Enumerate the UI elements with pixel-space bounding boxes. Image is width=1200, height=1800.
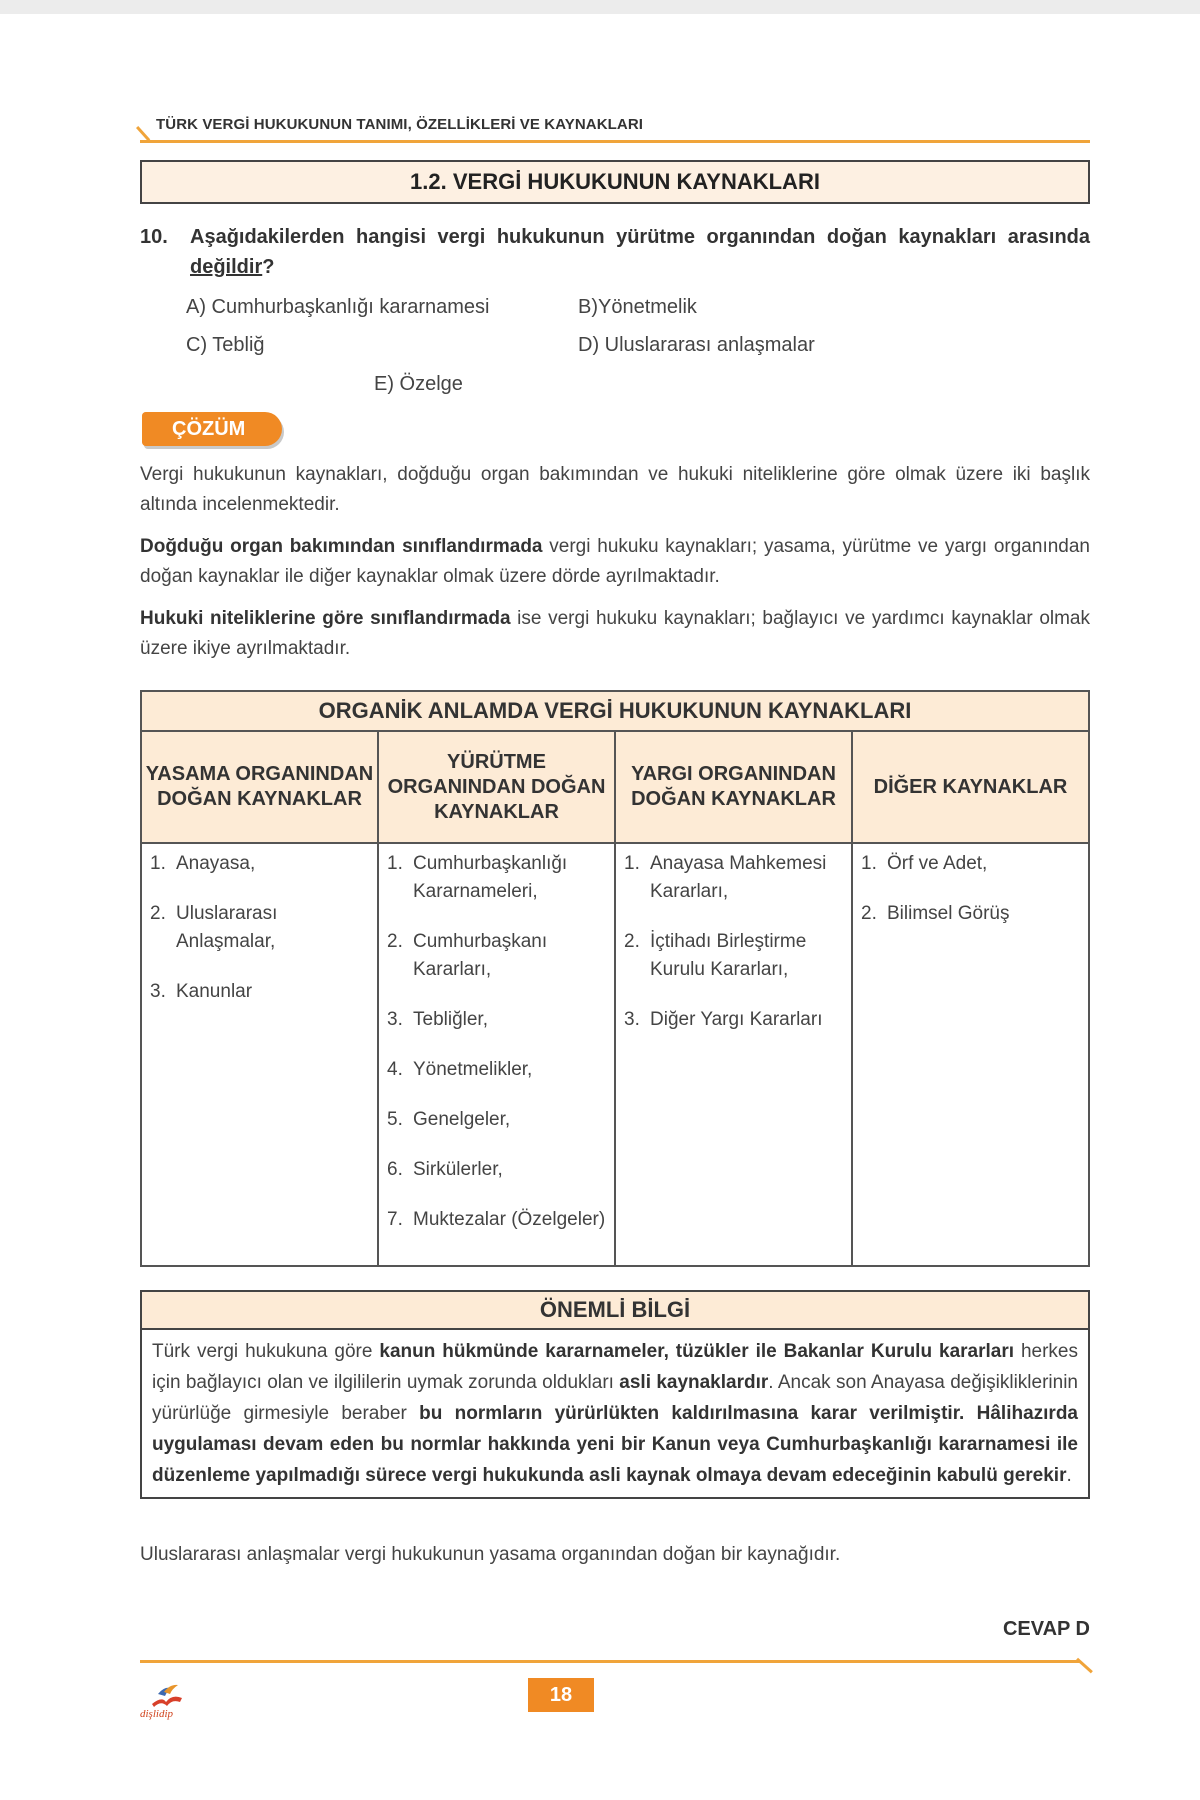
section-title: 1.2. VERGİ HUKUKUNUN KAYNAKLARI xyxy=(140,160,1090,204)
sources-table-grid xyxy=(140,690,1090,1267)
option-d[interactable]: D) Uluslararası anlaşmalar xyxy=(578,334,815,356)
table-list-item xyxy=(624,1006,845,1034)
info-text-3: herkes için bağlayıcı olan ve ilgililerin uymak zorunda oldukları xyxy=(152,1341,1078,1393)
answer-label: CEVAP D xyxy=(1002,1618,1090,1640)
table-list-item xyxy=(387,1206,608,1234)
sources-table xyxy=(140,690,1090,1267)
solution-paragraph-3-bold: Hukuki niteliklerine göre sınıflandırmada xyxy=(140,608,511,629)
table-list-item xyxy=(624,850,845,906)
table-column-executive xyxy=(378,843,615,1266)
table-list-item xyxy=(387,1156,608,1184)
footer-tick xyxy=(1076,1658,1093,1674)
table-list-item xyxy=(387,850,608,906)
table-column-other xyxy=(852,843,1089,1266)
logo-text: dişlidip xyxy=(140,1708,174,1720)
table-list-item xyxy=(150,850,371,878)
solution-paragraph-1: Vergi hukukunun kaynakları, doğduğu organ bakımından ve hukuki niteliklerine göre olmak üzere iki başlık altında incelenmektedir. xyxy=(140,464,1090,515)
table-header-legislative: YASAMA ORGANINDAN DOĞAN KAYNAKLAR xyxy=(141,731,378,843)
table-header-executive: YÜRÜTME ORGANINDAN DOĞAN KAYNAKLAR xyxy=(378,731,615,843)
list-item-text: Cumhurbaşkanı Kararları, xyxy=(413,931,548,980)
list-item-number: 3. xyxy=(387,1009,403,1030)
list-item-text: Diğer Yargı Kararları xyxy=(650,1009,823,1030)
question-number: 10. xyxy=(140,226,168,248)
table-header-judicial: YARGI ORGANINDAN DOĞAN KAYNAKLAR xyxy=(615,731,852,843)
table-list-item xyxy=(624,928,845,984)
option-e[interactable]: E) Özelge xyxy=(374,373,463,395)
table-title: ORGANİK ANLAMDA VERGİ HUKUKUNUN KAYNAKLARI xyxy=(141,691,1089,731)
solution-paragraph-2-bold: Doğduğu organ bakımından sınıflandırmada xyxy=(140,536,543,557)
option-b[interactable]: B)Yönetmelik xyxy=(578,296,697,318)
list-item-number: 2. xyxy=(150,903,166,924)
list-item-number: 2. xyxy=(624,931,640,952)
solution-paragraph-3 xyxy=(140,604,1090,664)
list-item-text: Yönetmelikler, xyxy=(413,1059,533,1080)
option-c[interactable]: C) Tebliğ xyxy=(186,334,265,356)
table-list-item xyxy=(387,1106,608,1134)
list-item-text: Cumhurbaşkanlığı Kararnameleri, xyxy=(413,853,568,902)
question-underlined-word: değildir xyxy=(190,256,263,278)
running-title: TÜRK VERGİ HUKUKUNUN TANIMI, ÖZELLİKLERİ VE KAYNAKLARI xyxy=(156,116,644,133)
list-item-text: Uluslararası Anlaşmalar, xyxy=(176,903,278,952)
list-item-text: Genelgeler, xyxy=(413,1109,511,1130)
list-item-number: 1. xyxy=(861,853,877,874)
top-shade xyxy=(0,0,1200,14)
table-list-item xyxy=(387,1056,608,1084)
info-text-1: Türk vergi hukukuna göre xyxy=(152,1341,380,1362)
info-text-2: kanun hükmünde kararnameler, tüzükler ile Bakanlar Kurulu kararları xyxy=(379,1341,1015,1362)
list-item-number: 4. xyxy=(387,1059,403,1080)
conclusion-text: Uluslararası anlaşmalar vergi hukukunun yasama organından doğan bir kaynağıdır. xyxy=(140,1544,841,1565)
footer-rule xyxy=(140,1660,1080,1663)
important-info-text xyxy=(142,1330,1088,1497)
list-item-text: Örf ve Adet, xyxy=(887,853,988,874)
table-list-item xyxy=(861,850,1082,878)
table-header-other: DİĞER KAYNAKLAR xyxy=(852,731,1089,843)
important-info-title: ÖNEMLİ BİLGİ xyxy=(142,1292,1088,1330)
list-item-number: 6. xyxy=(387,1159,403,1180)
list-item-text: Sirkülerler, xyxy=(413,1159,503,1180)
list-item-text: Bilimsel Görüş xyxy=(887,903,1010,924)
solution-paragraph-2-rest: vergi hukuku kaynakları; yasama, yürütme ve yargı organından doğan kaynaklar ile diğer kaynaklar olmak üzere dörde ayrılmaktadır. xyxy=(140,536,1090,587)
info-text-5: . Ancak son Anayasa değişikliklerinin yürürlüğe girmesiyle beraber xyxy=(152,1372,1078,1424)
solution-paragraph-3-rest: ise vergi hukuku kaynakları; bağlayıcı ve yardımcı kaynaklar olmak üzere ikiye ayrılmaktadır. xyxy=(140,608,1091,659)
question-text-main: Aşağıdakilerden hangisi vergi hukukunun yürütme organından doğan kaynakları arasında xyxy=(190,226,1090,248)
page-number: 18 xyxy=(528,1678,594,1712)
table-column-judicial xyxy=(615,843,852,1266)
list-item-text: Kanunlar xyxy=(176,981,253,1002)
list-item-number: 1. xyxy=(387,853,403,874)
question-text xyxy=(190,222,1090,282)
info-text-4: asli kaynaklardır xyxy=(619,1372,769,1393)
list-item-text: Anayasa Mahkemesi Kararları, xyxy=(650,853,827,902)
solution-paragraph-2 xyxy=(140,532,1090,592)
table-list-item xyxy=(387,928,608,984)
list-item-number: 3. xyxy=(150,981,166,1002)
important-info-box xyxy=(140,1290,1090,1499)
info-text-6: bu normların yürürlükten kaldırılmasına karar verilmiştir. Hâlihazırda uygulaması devam eden bu normlar hakkında yeni bir Kanun veya Cumhurbaşkanlığı kararnamesi ile düzenleme yapılmadığı sürece vergi hukukunda asli kaynak olmaya devam edeceğinin kabulü gerekir xyxy=(152,1403,1078,1486)
option-a[interactable]: A) Cumhurbaşkanlığı kararnamesi xyxy=(186,296,490,318)
list-item-number: 2. xyxy=(387,931,403,952)
header-rule xyxy=(140,140,1090,143)
list-item-number: 2. xyxy=(861,903,877,924)
table-list-item xyxy=(150,900,371,956)
info-text-7: . xyxy=(1066,1465,1072,1486)
list-item-number: 3. xyxy=(624,1009,640,1030)
list-item-text: Anayasa, xyxy=(176,853,256,874)
solution-badge: ÇÖZÜM xyxy=(142,412,282,446)
list-item-text: Muktezalar (Özelgeler) xyxy=(413,1209,606,1230)
table-list-item xyxy=(387,1006,608,1034)
list-item-number: 7. xyxy=(387,1209,403,1230)
list-item-text: Tebliğler, xyxy=(413,1009,488,1030)
list-item-number: 1. xyxy=(624,853,640,874)
table-column-legislative xyxy=(141,843,378,1266)
list-item-number: 5. xyxy=(387,1109,403,1130)
list-item-text: İçtihadı Birleştirme Kurulu Kararları, xyxy=(650,931,807,980)
table-list-item xyxy=(861,900,1082,928)
question-text-end: ? xyxy=(262,256,275,278)
list-item-number: 1. xyxy=(150,853,166,874)
table-list-item xyxy=(150,978,371,1006)
